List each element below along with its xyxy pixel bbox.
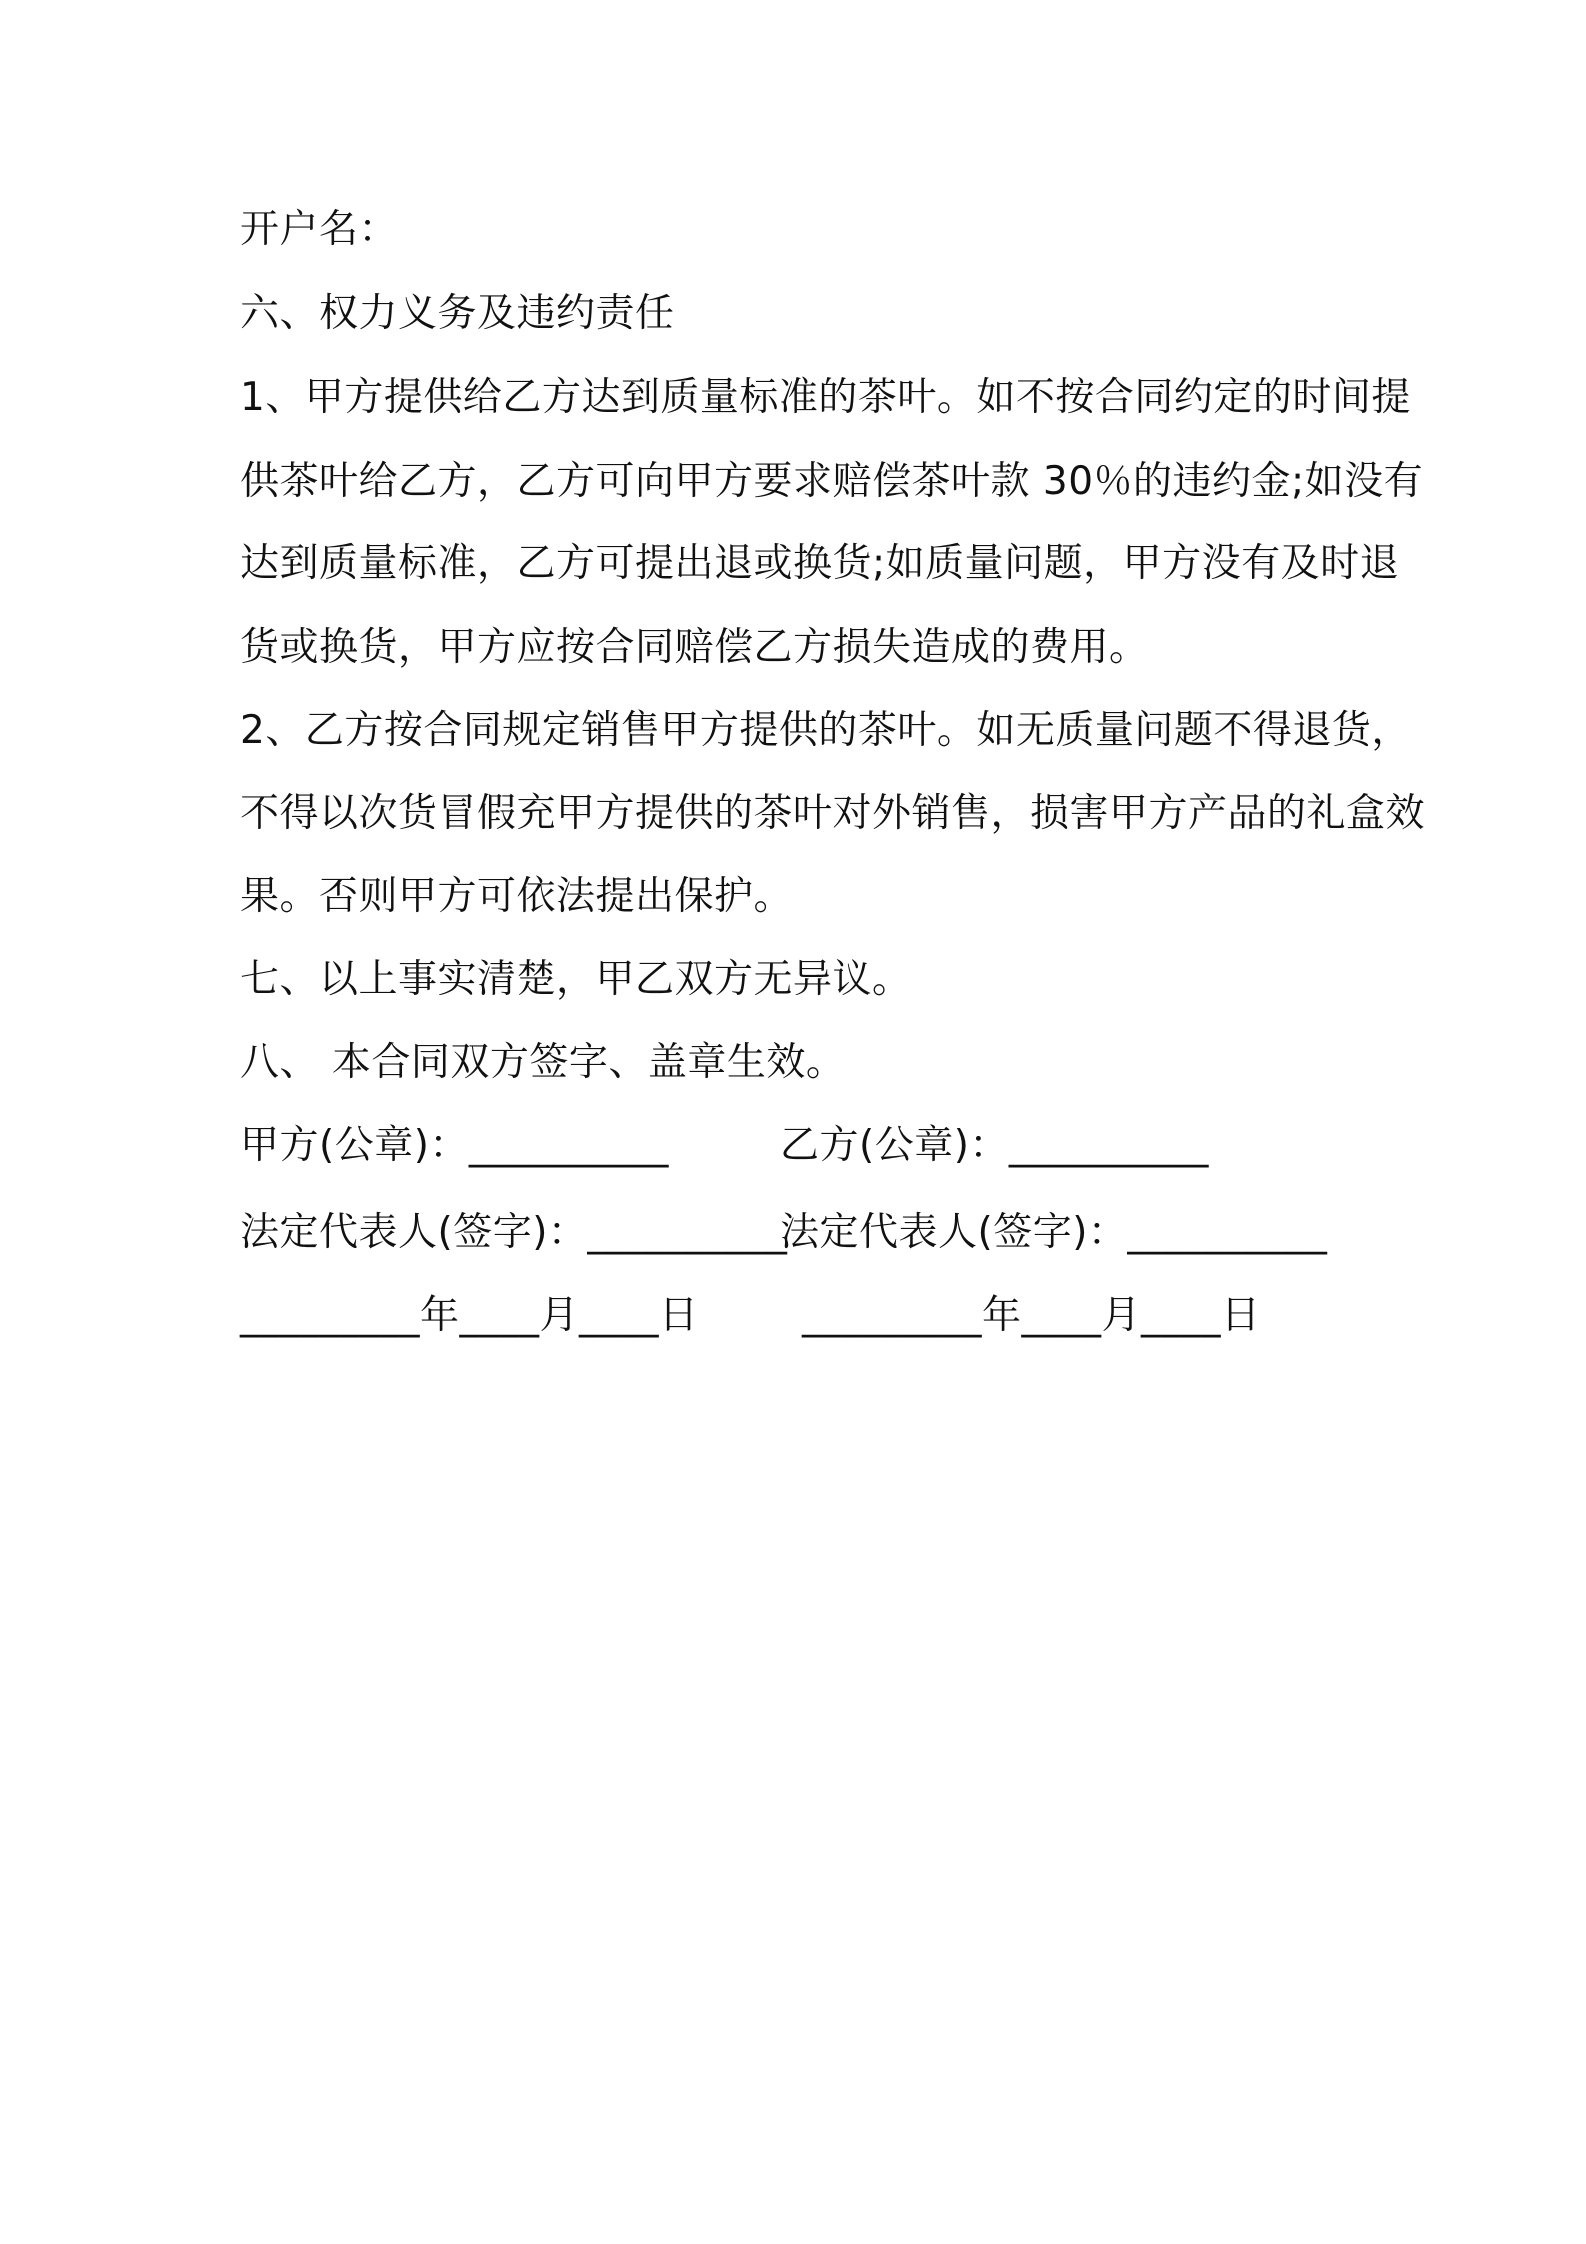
clause-1-line-3: 达到质量标准，乙方可提出退或换货;如质量问题，甲方没有及时退 — [240, 541, 1400, 586]
party-b-representative-field: 法定代表人(签字)：__________ — [780, 1210, 1328, 1255]
section-6-heading: 六、权力义务及违约责任 — [240, 291, 675, 336]
clause-1-line-1: 1、甲方提供给乙方达到质量标准的茶叶。如不按合同约定的时间提 — [240, 375, 1411, 420]
section-8-text: 八、 本合同双方签字、盖章生效。 — [240, 1040, 846, 1085]
party-a-seal-field: 甲方(公章)：__________ — [240, 1123, 669, 1168]
section-7-text: 七、以上事实清楚，甲乙双方无异议。 — [240, 957, 912, 1002]
clause-2-line-2: 不得以次货冒假充甲方提供的茶叶对外销售，损害甲方产品的礼盒效 — [240, 791, 1426, 836]
account-name-label: 开户名： — [240, 207, 399, 252]
clause-1-line-4: 货或换货，甲方应按合同赔偿乙方损失造成的费用。 — [240, 625, 1149, 670]
party-a-date-field: _________年____月____日 — [240, 1293, 699, 1338]
party-b-seal-field: 乙方(公章)：__________ — [780, 1123, 1209, 1168]
clause-2-line-3: 果。否则甲方可依法提出保护。 — [240, 874, 794, 919]
clause-1-line-2: 供茶叶给乙方，乙方可向甲方要求赔偿茶叶款 30％的违约金;如没有 — [240, 459, 1424, 504]
clause-2-line-1: 2、乙方按合同规定销售甲方提供的茶叶。如无质量问题不得退货， — [240, 708, 1411, 753]
party-a-representative-field: 法定代表人(签字)：__________ — [240, 1210, 788, 1255]
party-b-date-field: _________年____月____日 — [802, 1293, 1261, 1338]
